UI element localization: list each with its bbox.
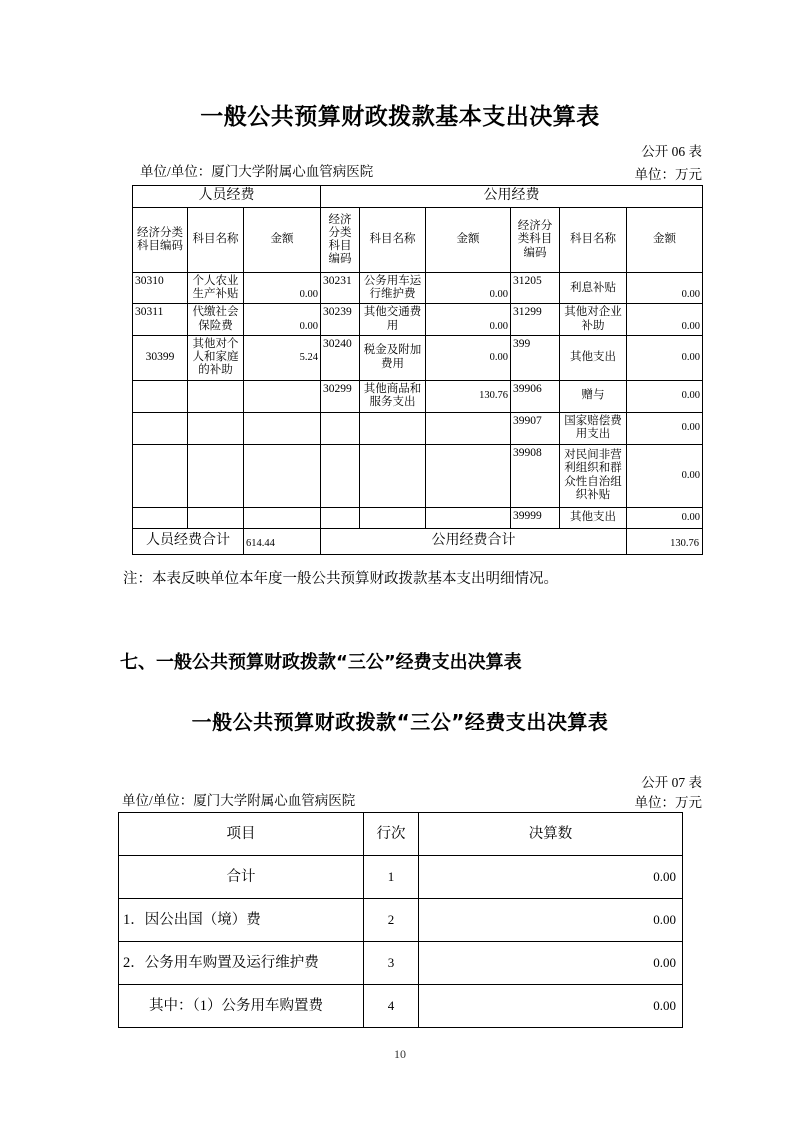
cell-public-amount-1: 0.00 [426,273,511,304]
cell-personnel-code [133,444,188,507]
table-row [119,985,683,1028]
col-header-public-code-2: 经济分类科目编码 [511,208,560,273]
cell-value: 0.00 [419,942,683,985]
cell-public-name-2: 赠与 [560,380,627,412]
cell-public-name-1 [360,444,426,507]
cell-personnel-code: 30311 [133,304,188,335]
col-header-personnel-amount: 金额 [244,208,321,273]
total-personnel-value: 614.44 [244,528,321,554]
cell-personnel-amount: 0.00 [244,304,321,335]
cell-public-amount-1 [426,507,511,528]
table-header-row [119,813,683,856]
group-header-personnel: 人员经费 [133,186,321,208]
table-row [119,942,683,985]
cell-public-code-2: 399 [511,335,560,380]
sangong-unit-label: 单位/单位：厦门大学附属心血管病医院 [122,793,356,808]
table-row [133,335,703,380]
cell-value: 0.00 [419,856,683,899]
cell-public-name-1: 其他商品和服务支出 [360,380,426,412]
cell-public-code-2: 31205 [511,273,560,304]
cell-row-no: 4 [364,985,419,1028]
cell-public-amount-2: 0.00 [627,273,703,304]
cell-personnel-name: 个人农业生产补贴 [188,273,244,304]
cell-personnel-amount [244,412,321,444]
table-totals-row [133,528,703,554]
table-column-header-row [133,208,703,273]
cell-public-amount-1: 0.00 [426,304,511,335]
cell-personnel-name [188,412,244,444]
cell-row-no: 2 [364,899,419,942]
cell-public-code-1 [321,507,360,528]
col-header-public-amount-1: 金额 [426,208,511,273]
cell-item: 合计 [119,856,364,899]
cell-public-amount-1 [426,444,511,507]
cell-public-code-2: 39908 [511,444,560,507]
cell-personnel-amount [244,380,321,412]
table-row [133,444,703,507]
cell-public-code-1: 30231 [321,273,360,304]
basic-expenditure-note: 注：本表反映单位本年度一般公共预算财政拨款基本支出明细情况。 [123,571,558,587]
cell-public-name-2: 其他支出 [560,335,627,380]
page-number: 10 [394,1047,406,1061]
cell-public-name-2: 对民间非营利组织和群众性自治组织补贴 [560,444,627,507]
cell-personnel-code: 30399 [133,335,188,380]
col-header-row-no: 行次 [364,813,419,856]
table-row [133,380,703,412]
cell-value: 0.00 [419,899,683,942]
group-header-public: 公用经费 [321,186,703,208]
cell-public-code-1 [321,412,360,444]
cell-public-code-1: 30239 [321,304,360,335]
cell-public-code-2: 39906 [511,380,560,412]
col-header-item: 项目 [119,813,364,856]
cell-public-amount-2: 0.00 [627,412,703,444]
cell-personnel-code [133,507,188,528]
basic-expenditure-title: 一般公共预算财政拨款基本支出决算表 [200,104,600,130]
cell-public-amount-2: 0.00 [627,304,703,335]
cell-personnel-name: 代缴社会保险费 [188,304,244,335]
col-header-personnel-code: 经济分类科目编码 [133,208,188,273]
sangong-table [118,812,683,1028]
cell-personnel-code: 30310 [133,273,188,304]
basic-expenditure-amount-unit: 单位：万元 [634,167,702,182]
col-header-public-amount-2: 金额 [627,208,703,273]
col-header-public-code-1: 经济分类科目编码 [321,208,360,273]
cell-public-name-2: 其他对企业补助 [560,304,627,335]
cell-personnel-amount: 5.24 [244,335,321,380]
cell-public-amount-1: 130.76 [426,380,511,412]
cell-public-amount-1 [426,412,511,444]
cell-public-code-1: 30240 [321,335,360,380]
col-header-public-name-1: 科目名称 [360,208,426,273]
cell-public-amount-2: 0.00 [627,380,703,412]
cell-public-code-1 [321,444,360,507]
cell-personnel-code [133,380,188,412]
cell-public-code-1: 30299 [321,380,360,412]
total-public-label: 公用经费合计 [321,528,627,554]
sangong-section-heading: 七、一般公共预算财政拨款“三公”经费支出决算表 [120,652,522,673]
cell-personnel-name [188,444,244,507]
sangong-title: 一般公共预算财政拨款“三公”经费支出决算表 [191,710,609,734]
cell-personnel-name [188,380,244,412]
cell-personnel-name [188,507,244,528]
sangong-amount-unit: 单位：万元 [634,795,702,810]
basic-expenditure-unit-label: 单位/单位：厦门大学附属心血管病医院 [140,164,374,179]
cell-public-amount-1: 0.00 [426,335,511,380]
cell-public-name-2: 利息补贴 [560,273,627,304]
basic-expenditure-form-number: 公开 06 表 [641,144,702,159]
total-personnel-label: 人员经费合计 [133,528,244,554]
table-group-header-row [133,186,703,208]
total-public-value: 130.76 [627,528,703,554]
table-row [133,273,703,304]
cell-personnel-amount [244,507,321,528]
cell-public-name-1: 公务用车运行维护费 [360,273,426,304]
cell-public-name-1 [360,507,426,528]
cell-personnel-code [133,412,188,444]
cell-personnel-name: 其他对个人和家庭的补助 [188,335,244,380]
cell-value: 0.00 [419,985,683,1028]
cell-personnel-amount: 0.00 [244,273,321,304]
cell-public-amount-2: 0.00 [627,507,703,528]
cell-public-code-2: 39907 [511,412,560,444]
table-row [133,304,703,335]
cell-item: 其中：（1）公务用车购置费 [119,985,364,1028]
cell-personnel-amount [244,444,321,507]
cell-public-name-2: 国家赔偿费用支出 [560,412,627,444]
cell-public-name-2: 其他支出 [560,507,627,528]
sangong-form-number: 公开 07 表 [641,775,702,790]
cell-public-amount-2: 0.00 [627,335,703,380]
basic-expenditure-table [132,185,703,555]
cell-public-amount-2: 0.00 [627,444,703,507]
table-row [119,899,683,942]
cell-public-code-2: 31299 [511,304,560,335]
cell-public-code-2: 39999 [511,507,560,528]
table-row [133,507,703,528]
cell-row-no: 1 [364,856,419,899]
table-row [119,856,683,899]
cell-public-name-1: 其他交通费用 [360,304,426,335]
cell-item: 1．因公出国（境）费 [119,899,364,942]
cell-public-name-1: 税金及附加费用 [360,335,426,380]
col-header-final-amount: 决算数 [419,813,683,856]
cell-public-name-1 [360,412,426,444]
cell-row-no: 3 [364,942,419,985]
cell-item: 2．公务用车购置及运行维护费 [119,942,364,985]
table-row [133,412,703,444]
col-header-public-name-2: 科目名称 [560,208,627,273]
col-header-personnel-name: 科目名称 [188,208,244,273]
